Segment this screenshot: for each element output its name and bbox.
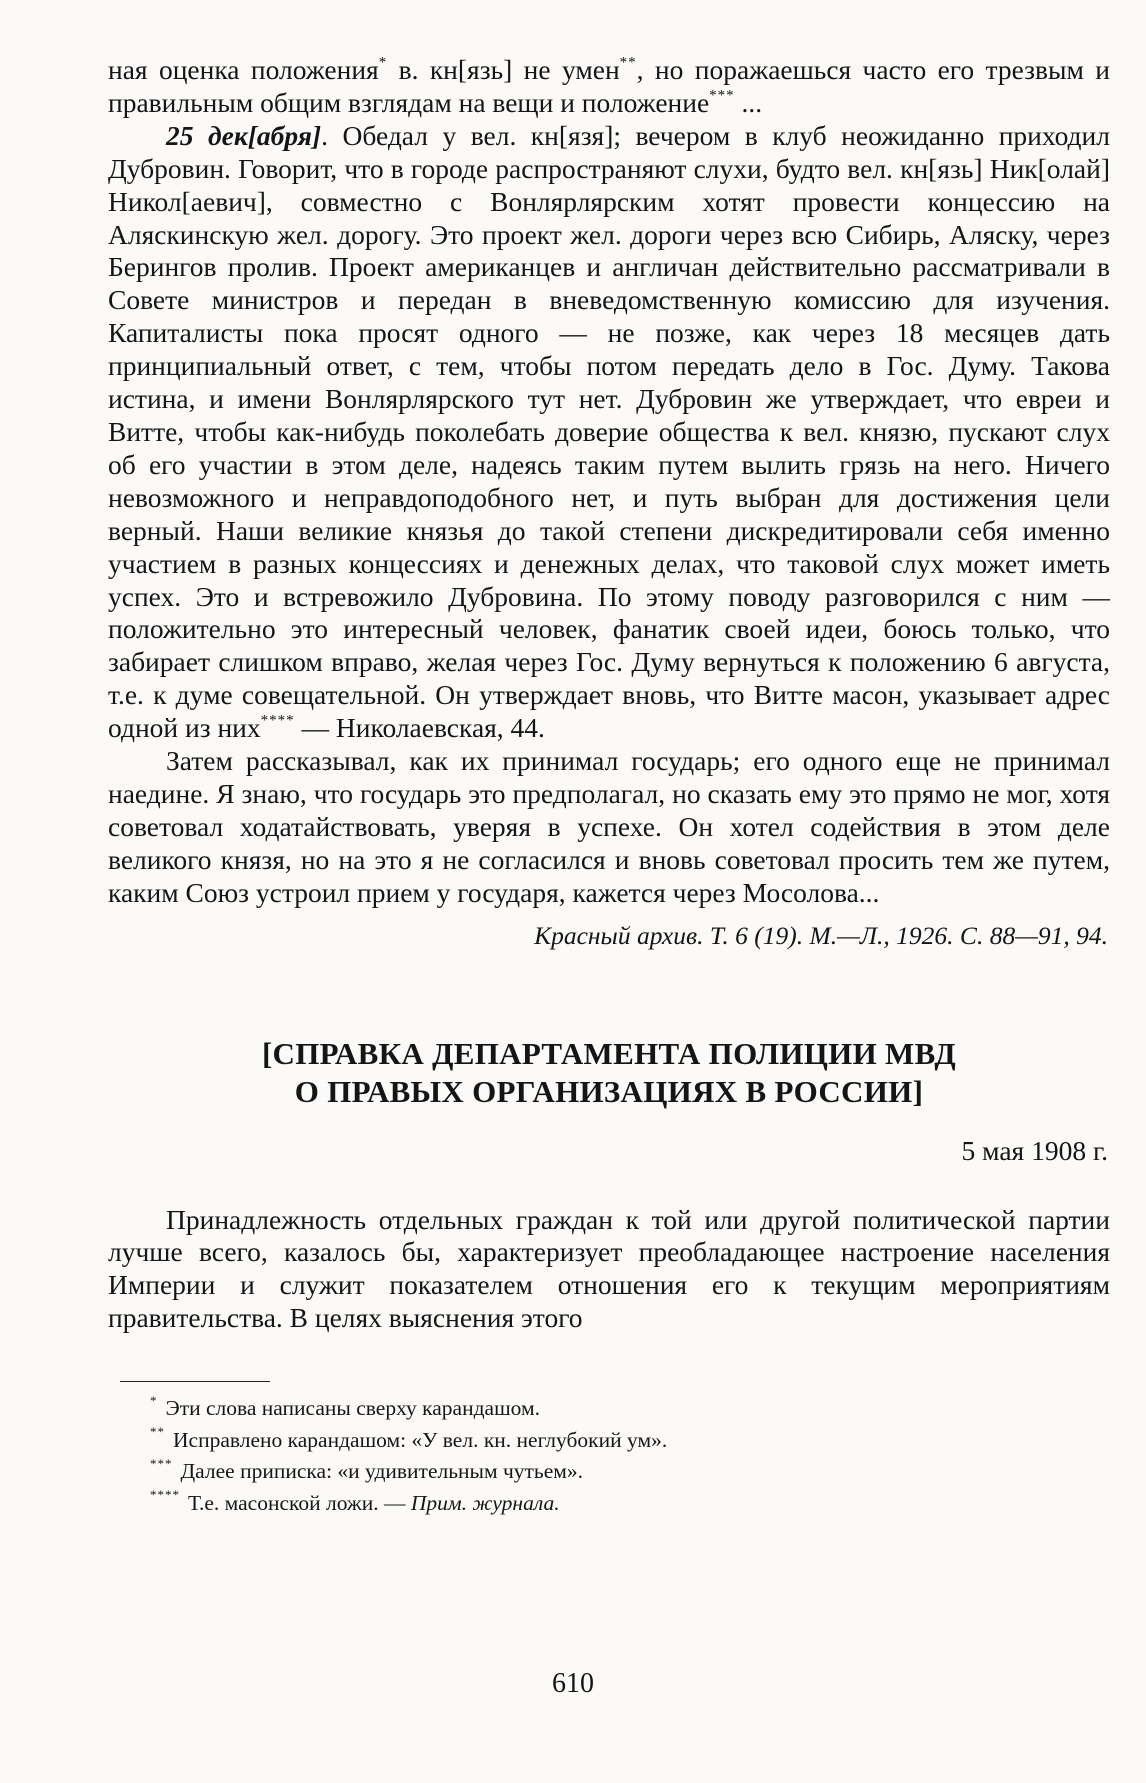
footnote-ref-3[interactable]: *** bbox=[709, 87, 735, 104]
footnote-ref-2[interactable]: ** bbox=[619, 54, 637, 71]
entry-date-heading: 25 дек[абря] bbox=[166, 119, 322, 151]
source-citation: Красный архив. Т. 6 (19). М.—Л., 1926. С. 88—91, 94. bbox=[534, 920, 1108, 950]
footnote-divider bbox=[120, 1381, 270, 1382]
footnote-2: ** Исправлено карандашом: «У вел. кн. неглубокий ум». bbox=[150, 1424, 668, 1452]
footnote-3: *** Далее приписка: «и удивительным чутьем». bbox=[150, 1455, 583, 1484]
page-number: 610 bbox=[552, 1668, 594, 1699]
paragraph-audience: Затем рассказывал, как их принимал государь; его одного еще не принимал наедине. Я знаю, что государь это предполагал, но сказать ему это прямо не мог, хотя советовал ходатайствовать, уверяя в успехе. Он хотел содействия в этом деле великого князя, но на это я не согласился и вновь советовал просить тем же путем, каким Союз устроил прием у государя, кажется через Мосолова... bbox=[108, 745, 1110, 908]
footnote-4: **** Т.е. масонской ложи. — Прим. журнала. bbox=[150, 1487, 560, 1515]
continued-paragraph: ная оценка положения* в. кн[язь] не умен**, но поражаешься часто его трезвым и правильным общим взглядам на вещи и положение*** ... bbox=[108, 54, 1110, 118]
document-date: 5 мая 1908 г. bbox=[961, 1134, 1108, 1166]
section-title-line-2: О ПРАВЫХ ОРГАНИЗАЦИЯХ В РОССИИ] bbox=[294, 1073, 924, 1109]
footnote-1: * Эти слова написаны сверху карандашом. bbox=[150, 1392, 540, 1421]
footnote-ref-4[interactable]: **** bbox=[260, 712, 295, 729]
section-title-line-1: [СПРАВКА ДЕПАРТАМЕНТА ПОЛИЦИИ МВД bbox=[261, 1035, 957, 1071]
paragraph-report-opening: Принадлежность отдельных граждан к той или другой политической партии лучше всего, казалось бы, характеризует преобладающее настроение населения Империи и служит показателем отношения его к текущим мероприятиям правительства. В целях выяснения этого bbox=[108, 1203, 1110, 1334]
footnote-ref-1[interactable]: * bbox=[378, 54, 388, 71]
footnotes bbox=[150, 1393, 1110, 1519]
section-title bbox=[108, 1035, 1110, 1111]
page-content bbox=[108, 54, 1110, 1519]
diary-entry-dec-25: 25 дек[абря]. Обедал у вел. кн[язя]; вечером в клуб неожиданно приходил Дубровин. Говорит, что в городе распространяют слухи, будто вел. кн[язь] Ник[олай] Никол[аевич], совместно с Вонлярлярским хотят провести концессию на Аляскинскую жел. дорогу. Это проект жел. дороги через всю Сибирь, Аляску, через Берингов пролив. Проект американцев и англичан действительно рассматривали в Совете министров и передан в вневедомственную комиссию для изучения. Капиталисты пока просят одного — не позже, как через 18 месяцев дать принципиальный ответ, с тем, чтобы потом передать дело в Гос. Думу. Такова истина, и имени Вонлярлярского тут нет. Дубровин же утверждает, что евреи и Витте, чтобы как-нибудь поколебать доверие общества к вел. князю, пускают слух об его участии в этом деле, надеясь таким путем вылить грязь на него. Ничего невозможного и неправдоподобного нет, и путь выбран для достижения цели верный. Наши великие князья до такой степени дискредитировали себя именно участием в разных концессиях и денежных делах, что таковой слух может иметь успех. Это и встревожило Дубровина. По этому поводу разговорился с ним — положительно это интересный человек, фанатик своей идеи, боюсь только, что забирает слишком вправо, желая через Гос. Думу вернуться к положению 6 августа, т.е. к думе совещательной. Он утверждает вновь, что Витте масон, указывает адрес одной из них**** — Николаевская, 44. bbox=[108, 119, 1110, 744]
